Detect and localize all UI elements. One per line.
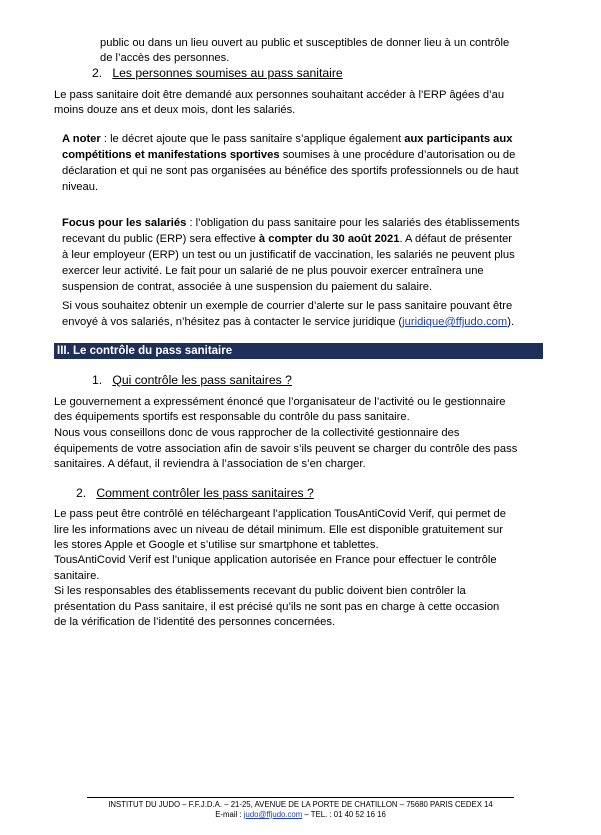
focus-date: à compter du 30 août 2021 <box>258 233 400 245</box>
para-comment-line8: de la vérification de l’identité des personnes concernées. <box>54 616 336 628</box>
focus-text-b: recevant du public (ERP) sera effective <box>62 233 259 245</box>
note-bold-b: compétitions et manifestations sportives <box>62 149 280 161</box>
para-comment-line6: Si les responsables des établissements recevant du public doivent bien contrôler la <box>54 585 466 597</box>
focus-label: Focus pour les salariés <box>62 217 187 229</box>
para-comment-line5: sanitaire. <box>54 570 100 582</box>
footer-email-link[interactable]: judo@ffjudo.com <box>243 810 303 819</box>
note-text-a: : le décret ajoute que le pass sanitaire s’applique également <box>100 133 405 145</box>
note-line2 <box>62 148 515 164</box>
heading-text: Les personnes soumises au pass sanitaire <box>112 66 343 80</box>
para-age-line1: Le pass sanitaire doit être demandé aux personnes souhaitant accéder à l’ERP âgées d’au <box>54 89 505 101</box>
note-line4: niveau. <box>62 181 99 193</box>
note-line3: déclaration et qui ne sont pas organisées au bénéfice des sportifs professionnels ou de haut <box>62 165 519 177</box>
note-text-b: soumises à une procédure d’autorisation ou de <box>279 149 516 161</box>
heading-qui-controle <box>92 373 292 389</box>
focus-line5: suspension de contrat, associée à une suspension du paiement du salaire. <box>62 281 433 293</box>
para-qui-line4: équipements de votre association afin de savoir s’ils peuvent se charger du contrôle des pass <box>54 443 518 455</box>
intro-continuation-line2: de l’accès des personnes. <box>100 52 230 64</box>
focus-line4: exercer leur activité. Le fait pour un salarié de ne plus pouvoir exercer entraînera une <box>62 265 484 277</box>
sub2-text: Comment contrôler les pass sanitaires ? <box>96 486 314 500</box>
courrier-line1: Si vous souhaitez obtenir un exemple de courrier d’alerte sur le pass sanitaire pouvant être <box>62 300 513 312</box>
focus-text-a: : l’obligation du pass sanitaire pour les salariés des établissements <box>186 217 520 229</box>
intro-continuation-line1: public ou dans un lieu ouvert au public et susceptibles de donner lieu à un contrôle <box>100 37 510 49</box>
para-comment-line7: présentation du Pass sanitaire, il est précisé qu’ils ne sont pas en charge à cette occasion <box>54 601 500 613</box>
para-qui-line2: des équipements sportifs est responsable du contrôle du pass sanitaire. <box>54 411 410 423</box>
note-line1 <box>62 132 512 148</box>
courrier-line2 <box>62 315 514 331</box>
heading-number: 2. <box>92 66 103 80</box>
para-comment-line1: Le pass peut être contrôlé en téléchargeant l’application TousAntiCovid Verif, qui permet de <box>54 508 506 520</box>
sub1-number: 1. <box>92 373 103 387</box>
focus-line2 <box>62 232 512 248</box>
note-label: A noter <box>62 133 101 145</box>
para-comment-line4: TousAntiCovid Verif est l’unique application autorisée en France pour effectuer le contrôle <box>54 554 497 566</box>
note-bold-a: aux participants aux <box>404 133 513 145</box>
focus-line1 <box>62 216 520 232</box>
courrier-text-a: envoyé à vos salariés, n’hésitez pas à contacter le service juridique ( <box>62 316 403 328</box>
footer-email-label: E-mail : <box>215 810 244 819</box>
footer-contact <box>0 810 601 820</box>
footer-address: INSTITUT DU JUDO – F.F.J.D.A. – 21-25, AVENUE DE LA PORTE DE CHATILLON – 75680 PARIS CEDEX 14 <box>108 800 493 809</box>
para-age-line2: moins douze ans et deux mois, dont les salariés. <box>54 104 296 116</box>
para-qui-line3: Nous vous conseillons donc de vous rapprocher de la collectivité gestionnaire des <box>54 427 460 439</box>
footer-divider <box>87 797 514 798</box>
footer-tel: – TEL. : 01 40 52 16 16 <box>302 810 386 819</box>
para-comment-line2: lire les informations avec un niveau de détail minimum. Elle est disponible gratuitement sur <box>54 524 503 536</box>
focus-text-c: . A défaut de présenter <box>399 233 513 245</box>
courrier-text-b: ). <box>507 316 515 328</box>
sub2-number: 2. <box>76 486 87 500</box>
heading-comment-controler <box>76 486 314 502</box>
heading-personnes-soumises <box>92 66 343 82</box>
para-qui-line1: Le gouvernement a expressément énoncé que l’organisateur de l’activité ou le gestionnaire <box>54 396 506 408</box>
sub1-text: Qui contrôle les pass sanitaires ? <box>112 373 292 387</box>
section-3-heading: III. Le contrôle du pass sanitaire <box>54 343 543 359</box>
para-qui-line5: sanitaires. A défaut, il reviendra à l’association de s’en charger. <box>54 458 366 470</box>
juridique-email-link[interactable]: juridique@ffjudo.com <box>402 316 508 328</box>
focus-line3: à leur employeur (ERP) un test ou un justificatif de vaccination, les salariés ne peuvent plus <box>62 249 515 261</box>
para-comment-line3: les stores Apple et Google et s’utilise sur smartphone et tablettes. <box>54 539 379 551</box>
